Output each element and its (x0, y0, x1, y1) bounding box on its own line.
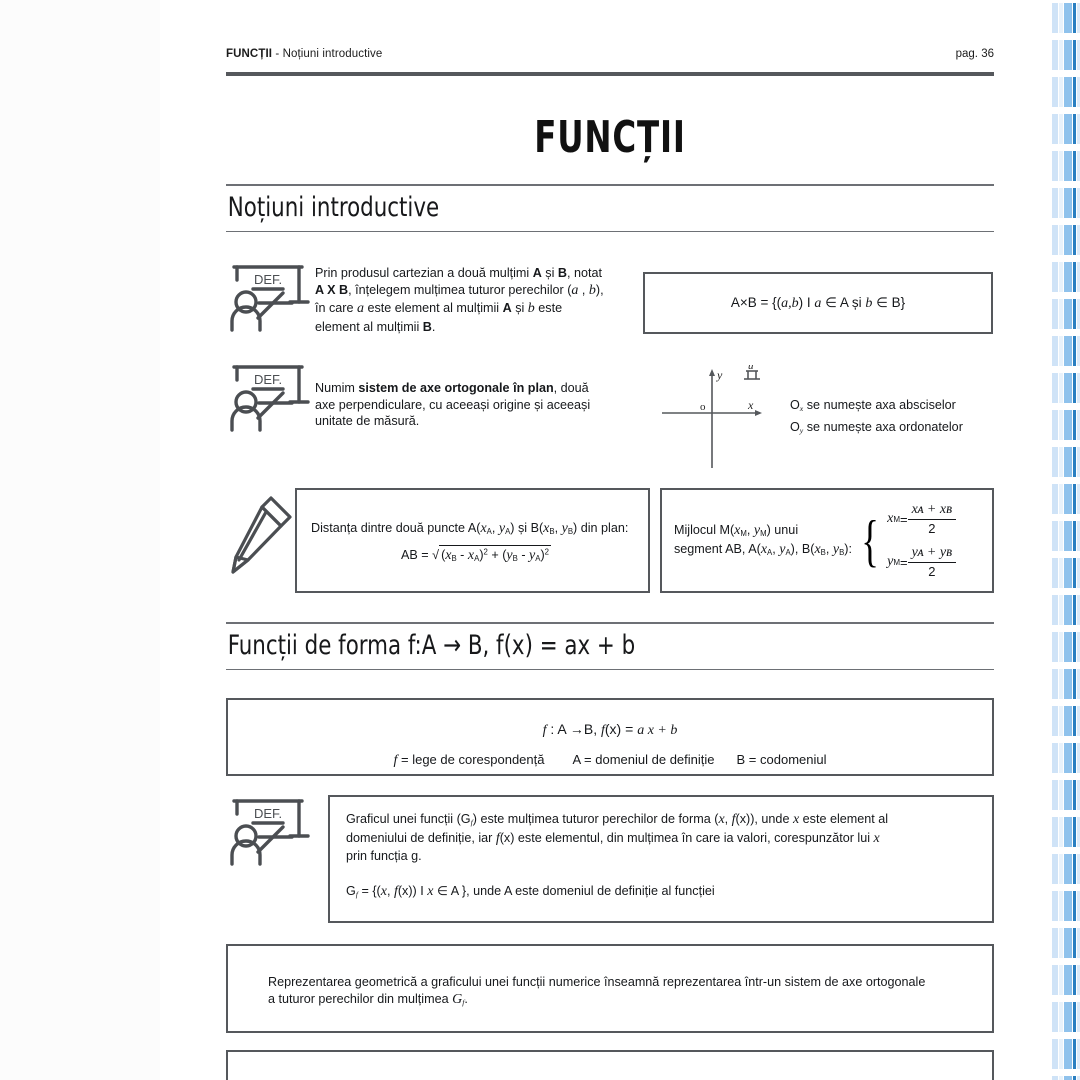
def-icon-label-2: DEF. (254, 372, 283, 387)
page-header (226, 48, 994, 60)
graph-def-line-3: prin funcția g. (346, 849, 422, 864)
midpoint-formula-content (662, 490, 992, 591)
def-icon-label-3: DEF. (254, 806, 283, 821)
distance-formula-content (311, 520, 641, 565)
cartesian-product-formula: A×B = {(a,b) I a ∈ A și b ∈ B} (730, 295, 906, 311)
midpoint-equation-y: y M = $\frac{\text{yᴀ + yʙ}}{2}$ (887, 545, 956, 579)
midpoint-formula-box (660, 488, 994, 593)
section-heading-notiuni (226, 184, 994, 232)
coordinate-axes-diagram (660, 365, 770, 465)
def-blackboard-icon-3 (226, 796, 316, 871)
page-number: pag. 36 (955, 48, 994, 60)
edge-row (1050, 0, 1080, 37)
function-form-box (226, 698, 994, 776)
edge-row (1050, 111, 1080, 148)
edge-row (1050, 222, 1080, 259)
section-rule-bottom (226, 231, 994, 233)
axes-notes (790, 394, 1020, 438)
edge-row (1050, 407, 1080, 444)
edge-row (1050, 999, 1080, 1036)
edge-row (1050, 592, 1080, 629)
fraction-y: $\frac{\text{yᴀ + yʙ}}{2}$ (908, 545, 956, 579)
edge-row (1050, 555, 1080, 592)
section-rule-bottom-2 (226, 669, 994, 671)
definition-1-line-1: Prin produsul cartezian a două mulțimi A și B, notat (315, 266, 603, 280)
axis-label-x: x (748, 398, 754, 412)
definition-2-line-2: axe perpendiculare, cu aceeași origine și aceeași (315, 397, 591, 412)
header-title-rest: - Noțiuni introductive (272, 48, 383, 60)
edge-row (1050, 703, 1080, 740)
axes-note-ox: $O_x$ se numește axa absciselor (790, 398, 956, 414)
edge-row (1050, 518, 1080, 555)
edge-row (1050, 851, 1080, 888)
edge-row (1050, 185, 1080, 222)
graph-definition-formula: $G_f = \{(x$, f(x)) I x ∈ A }, unde A este domeniul de definiție al funcției (346, 883, 715, 900)
edge-row (1050, 296, 1080, 333)
graph-def-line-1: Graficul unei funcții $(G_f)$ este mulțimea tuturor perechilor de forma (x, f(x)), unde x este element al (346, 812, 889, 828)
edge-row (1050, 37, 1080, 74)
geometric-representation-text (268, 974, 968, 1009)
graph-def-line-2: domeniului de definiție, iar f(x) este elementul, din mulțimea în care ia valori, corespunzător lui x (346, 830, 880, 846)
edge-row (1050, 814, 1080, 851)
edge-row (1050, 370, 1080, 407)
def-blackboard-icon-2 (226, 362, 316, 437)
edge-row (1050, 1036, 1080, 1073)
pencil-icon (230, 492, 300, 592)
fraction-x: $\frac{\text{xᴀ + xʙ}}{2}$ (908, 502, 956, 536)
geom-line-2: a tuturor perechilor din mulțimea $G_f$. (268, 991, 468, 1007)
edge-row (1050, 74, 1080, 111)
cartesian-product-formula-box (643, 272, 993, 334)
geometric-representation-box (226, 944, 994, 1033)
midpoint-equations (887, 502, 956, 579)
section-heading-label-2: Funcții de forma f:A → B, f(x) = ax + b (227, 629, 636, 661)
edge-row (1050, 481, 1080, 518)
edge-row (1050, 333, 1080, 370)
midpoint-equation-x: x M = $\frac{\text{xᴀ + xʙ}}{2}$ (887, 502, 956, 536)
page-title: FUNCȚII (534, 112, 686, 163)
function-form-legend: f = lege de corespondență A = domeniul de definiție B = codomeniul (393, 751, 827, 768)
radicand: $(x_B - x_A)^2 + (y_B - y_A)^2$ (439, 545, 551, 566)
system-brace: { (861, 508, 879, 572)
definition-2-line-3: unitate de măsură. (315, 414, 420, 429)
header-breadcrumb (226, 48, 382, 60)
section-heading-forma (226, 622, 994, 670)
axis-label-y: y (717, 368, 723, 382)
geom-line-1: Reprezentarea geometrică a graficului unei funcții numerice înseamnă reprezentarea într-un sistem de axe ortogonale (268, 975, 926, 989)
definition-2-line-1: Numim sistem de axe ortogonale în plan, două (315, 381, 589, 395)
edge-row (1050, 888, 1080, 925)
axes-note-oy: $O_y$ se numește axa ordonatelor (790, 420, 963, 436)
edge-row (1050, 444, 1080, 481)
edge-row (1050, 666, 1080, 703)
definition-1-line-4: element al mulțimii B. (315, 319, 436, 334)
midpoint-caption-line-1: Mijlocul $M(x_M$, $y_M$) unui (674, 522, 799, 539)
edge-row (1050, 148, 1080, 185)
definition-2-text (315, 380, 625, 430)
edge-row (1050, 925, 1080, 962)
edge-row (1050, 1073, 1080, 1080)
definition-1-line-2: A X B, înțelegem mulțimea tuturor perechilor (a , b), (315, 282, 604, 298)
section-heading-label: Noțiuni introductive (227, 191, 440, 223)
distance-formula-box (295, 488, 650, 593)
unit-label-u: u (748, 365, 754, 372)
edge-row (1050, 629, 1080, 666)
edge-row (1050, 962, 1080, 999)
page-edge-strip[interactable] (1050, 0, 1080, 1080)
edge-row (1050, 777, 1080, 814)
origin-label-o: o (700, 401, 706, 413)
left-gutter (0, 0, 161, 1080)
header-rule (226, 72, 994, 76)
edge-row (1050, 740, 1080, 777)
header-title-bold: FUNCȚII (226, 48, 273, 60)
graph-definition-paragraph (346, 811, 976, 865)
def-blackboard-icon (226, 262, 316, 337)
def-icon-label: DEF. (254, 272, 283, 287)
sqrt-symbol: √ (432, 547, 440, 562)
midpoint-caption (674, 522, 859, 559)
graph-definition-box (328, 795, 994, 923)
document-page (160, 0, 1050, 1080)
next-box-cutoff (226, 1050, 994, 1080)
midpoint-caption-line-2: segment AB, $A(x_A$, $y_A$), $B(x_B$, $y_B$): (674, 541, 852, 557)
distance-formula-caption: Distanța dintre două puncte $A(x_A$, $y_A$) și $B(x_B$, $y_B$) din plan: (311, 521, 629, 537)
edge-row (1050, 259, 1080, 296)
definition-1-text (315, 265, 625, 336)
distance-formula-equation: AB = √ $(x_B - x_A)^2 + (y_B - y_A)^2$ (311, 545, 641, 566)
function-form-equation: f : A →B, f(x) = a x + b (542, 721, 678, 738)
definition-1-line-3: în care a este element al mulțimii A și b este (315, 301, 563, 317)
